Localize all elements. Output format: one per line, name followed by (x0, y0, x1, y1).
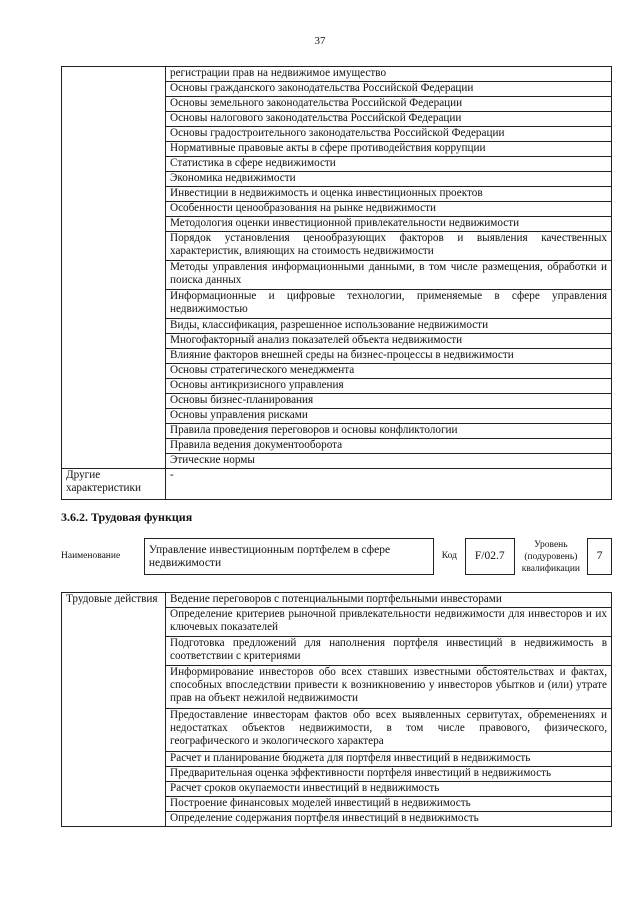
knowledge-item: Информационные и цифровые технологии, применяемые в сфере управления недвижимостью (166, 290, 612, 319)
knowledge-item: Многофакторный анализ показателей объекта недвижимости (166, 334, 612, 349)
knowledge-item: Инвестиции в недвижимость и оценка инвестиционных проектов (166, 187, 612, 202)
level-label: Уровень (подуровень) квалификации (521, 539, 581, 574)
knowledge-item: Правила проведения переговоров и основы конфликтологии (166, 424, 612, 439)
knowledge-label-cell (62, 67, 166, 469)
knowledge-item: Методы управления информационными данными, в том числе размещения, обработки и поиска данных (166, 261, 612, 290)
labor-action-item: Подготовка предложений для наполнения портфеля инвестиций в недвижимость в соответствии с критериями (166, 637, 612, 666)
labor-action-item: Построение финансовых моделей инвестиций в недвижимость (166, 797, 612, 812)
knowledge-item: Основы земельного законодательства Российской Федерации (166, 97, 612, 112)
function-header-table (61, 538, 612, 575)
knowledge-table (61, 66, 612, 500)
knowledge-item: регистрации прав на недвижимое имущество (166, 67, 612, 82)
knowledge-item: Основы антикризисного управления (166, 379, 612, 394)
labor-action-item: Расчет сроков окупаемости инвестиций в недвижимость (166, 782, 612, 797)
knowledge-item: Методология оценки инвестиционной привлекательности недвижимости (166, 217, 612, 232)
level-value: 7 (588, 539, 612, 575)
knowledge-item: Виды, классификация, разрешенное использование недвижимости (166, 319, 612, 334)
labor-action-item: Ведение переговоров с потенциальными портфельными инвесторами (166, 593, 612, 608)
knowledge-item: Основы налогового законодательства Российской Федерации (166, 112, 612, 127)
other-characteristics-label: Другие характеристики (62, 469, 166, 500)
function-name-value: Управление инвестиционным портфелем в сфере недвижимости (144, 539, 433, 575)
labor-actions-table (61, 592, 612, 827)
knowledge-item: Основы градостроительного законодательства Российской Федерации (166, 127, 612, 142)
knowledge-item: Нормативные правовые акты в сфере противодействия коррупции (166, 142, 612, 157)
labor-action-item: Определение критериев рыночной привлекательности недвижимости для инвесторов и их ключевых показателей (166, 608, 612, 637)
name-label: Наименование (61, 551, 121, 561)
labor-action-item: Предоставление инвесторам фактов обо всех выявленных сервитутах, обременениях и недостатках объектов недвижимости, в том числе правового, физического, географического и экологического характера (166, 709, 612, 752)
knowledge-item: Правила ведения документооборота (166, 439, 612, 454)
knowledge-item: Порядок установления ценообразующих факторов и выявления качественных характеристик, влияющих на стоимость недвижимости (166, 232, 612, 261)
knowledge-item: Основы бизнес-планирования (166, 394, 612, 409)
knowledge-item: Экономика недвижимости (166, 172, 612, 187)
labor-action-item: Предварительная оценка эффективности портфеля инвестиций в недвижимость (166, 767, 612, 782)
knowledge-item: Влияние факторов внешней среды на бизнес-процессы в недвижимости (166, 349, 612, 364)
knowledge-item: Основы управления рисками (166, 409, 612, 424)
knowledge-item: Основы стратегического менеджмента (166, 364, 612, 379)
knowledge-item: Статистика в сфере недвижимости (166, 157, 612, 172)
labor-actions-label: Трудовые действия (62, 593, 166, 827)
code-label: Код (441, 551, 457, 561)
section-title: 3.6.2. Трудовая функция (61, 510, 193, 524)
labor-action-item: Информирование инвесторов обо всех ставших известными обстоятельствах и фактах, способных впоследствии привести к возникновению у инвесторов убытков и (или) утрате прав на объект нежилой недвижимости (166, 666, 612, 709)
labor-action-item: Определение содержания портфеля инвестиций в недвижимость (166, 812, 612, 827)
page-number: 37 (314, 35, 326, 47)
knowledge-item: Особенности ценообразования на рынке недвижимости (166, 202, 612, 217)
code-value: F/02.7 (465, 539, 514, 575)
knowledge-item: Основы гражданского законодательства Российской Федерации (166, 82, 612, 97)
other-characteristics-value: - (166, 469, 612, 500)
knowledge-item: Этические нормы (166, 454, 612, 469)
labor-action-item: Расчет и планирование бюджета для портфеля инвестиций в недвижимость (166, 752, 612, 767)
